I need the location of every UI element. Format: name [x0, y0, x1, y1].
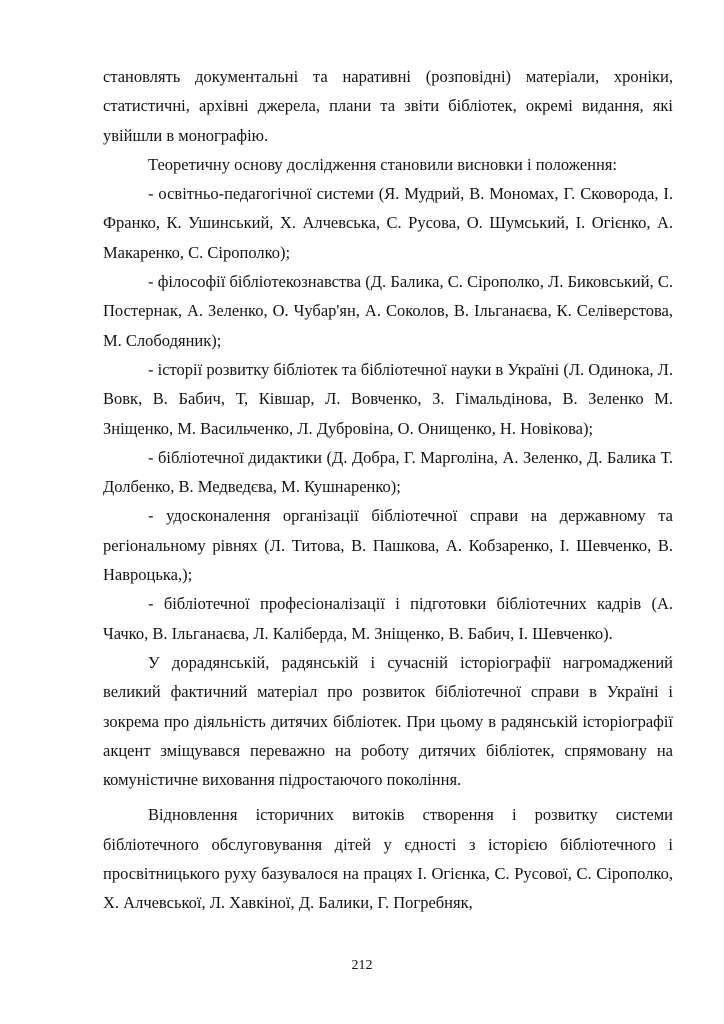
list-item-library-professionalization: - бібліотечної професіоналізації і підготовки бібліотечних кадрів (А. Чачко, В. Ільганаєва, Л. Каліберда, М. Зніщенко, В. Бабич, І. Шевченко).: [103, 594, 673, 643]
list-item-library-didactics: - бібліотечної дидактики (Д. Добра, Г. Марголіна, А. Зеленко, Д. Балика Т. Долбенко, В. Медведєва, М. Кушнаренко);: [103, 447, 673, 497]
paragraph-historiography: У дорадянській, радянській і сучасній історіографії нагромаджений великий фактичний матеріал про розвиток бібліотечної справи в Україні і зокрема про діяльність дитячих бібліотек. При цьому в радянській історіографії акцент зміщувався переважно на роботу дитячих бібліотек, спрямовану на комуністичне виховання підростаючого покоління.: [103, 652, 673, 790]
paragraph-continuation: становлять документальні та наративні (розповідні) матеріали, хроніки, статистичні, архівні джерела, плани та звіти бібліотек, окремі видання, які увійшли в монографію.: [103, 67, 673, 145]
list-item-educational-system: - освітньо-педагогічної системи (Я. Мудрий, В. Мономах, Г. Сковорода, І. Франко, К. Ушинський, Х. Алчевська, С. Русова, О. Шумський, І. Огієнко, А. Макаренко, С. Сірополко);: [103, 184, 673, 262]
list-item-library-history: - історії розвитку бібліотек та бібліотечної науки в Україні (Л. Одинока, Л. Вовк, В. Бабич, Т, Ківшар, Л. Вовченко, З. Гімальдінова, В. Зеленко М. Зніщенко, М. Васильченко, Л. Дубровіна, О. Онищенко, Н. Новікова);: [103, 359, 673, 438]
list-item-library-philosophy: - філософії бібліотекознавства (Д. Балика, С. Сірополко, Л. Биковський, С. Постернак, А. Зеленко, О. Чубар'ян, А. Соколов, В. Ільганаєва, К. Селіверстова, М. Слободяник);: [103, 272, 673, 350]
body-text: [103, 62, 673, 918]
paragraph-theoretical-basis: Теоретичну основу дослідження становили висновки і положення:: [148, 154, 618, 174]
list-item-library-organization: - удосконалення організації бібліотечної справи на державному та регіональному рівнях (Л. Титова, В. Пашкова, А. Кобзаренко, І. Шевченко, В. Навроцька,);: [103, 506, 673, 585]
paragraph-historical-origins: Відновлення історичних витоків створення і розвитку системи бібліотечного обслуговування дітей у єдності з історією бібліотечного і просвітницького руху базувалося на працях І. Огієнка, С. Русової, С. Сірополко, Х. Алчевської, Л. Хавкіної, Д. Балики, Г. Погребняк,: [103, 805, 673, 913]
page-number: 212: [351, 958, 373, 973]
